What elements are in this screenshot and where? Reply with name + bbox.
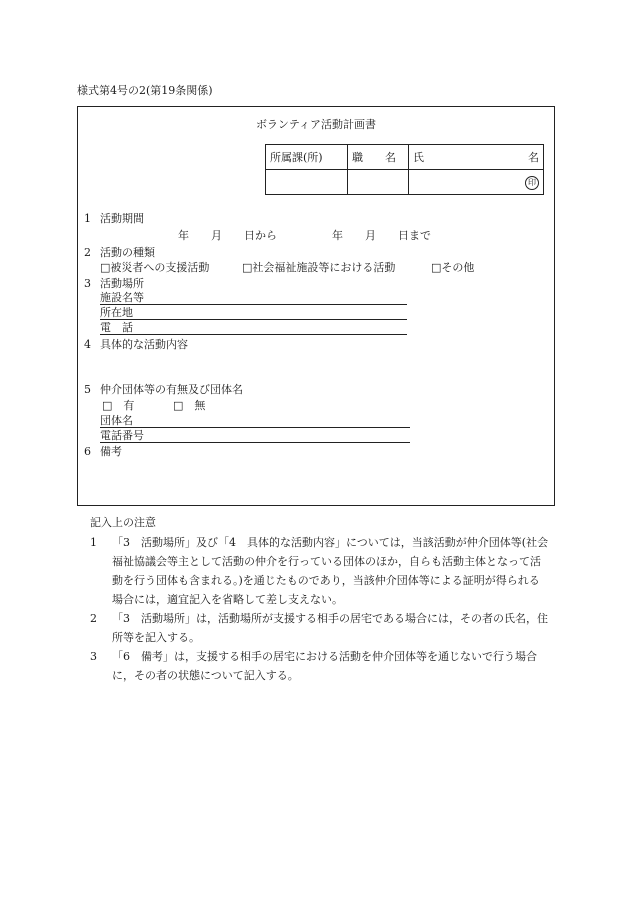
- dept-header: 所属課(所): [266, 145, 348, 170]
- note-text: 「3 活動場所」及び「4 具体的な活動内容」については，当該活動が仲介団体等(社会福祉協議会等主として活動の仲介を行っている団体のほか，自らも活動主体となって活動を行う団体も含まれる。)を通じたものであり，当該仲介団体等による証明が得られる場合には，適宜記入を省略して差し支えない。: [112, 536, 549, 606]
- dept-cell[interactable]: [266, 170, 348, 195]
- address-label: 所在地: [100, 306, 133, 319]
- checkbox-no[interactable]: □ 無: [173, 399, 206, 412]
- facility-name-label: 施設名等: [100, 291, 144, 304]
- section-4-num: 4: [84, 338, 91, 351]
- section-6-num: 6: [84, 445, 91, 458]
- note-num: 1: [90, 536, 97, 549]
- facility-name-line[interactable]: [100, 304, 407, 305]
- section-1-label: 活動期間: [100, 212, 144, 225]
- note-text: 「6 備考」は，支援する相手の居宅における活動を仲介団体等を通じないで行う場合に，その者の状態について記入する。: [112, 650, 537, 682]
- org-name-line[interactable]: [100, 427, 410, 428]
- org-phone-label: 電話番号: [100, 429, 144, 442]
- name-header: [409, 145, 544, 170]
- org-phone-line[interactable]: [100, 442, 410, 443]
- period-line[interactable]: 年 月 日から 年 月 日まで: [178, 229, 431, 242]
- section-3-num: 3: [84, 277, 91, 290]
- section-4-label: 具体的な活動内容: [100, 338, 188, 351]
- checkbox-other[interactable]: □その他: [431, 261, 475, 274]
- note-item-2: [90, 609, 550, 647]
- signature-table: [265, 144, 544, 195]
- form-title: ボランティア活動計画書: [255, 118, 377, 131]
- checkbox-disaster-support[interactable]: □被災者への支援活動: [100, 261, 210, 274]
- note-num: 2: [90, 612, 97, 625]
- notes-heading: 記入上の注意: [90, 516, 156, 529]
- section-5-label: 仲介団体等の有無及び団体名: [100, 383, 243, 396]
- checkbox-welfare-facility[interactable]: □社会福祉施設等における活動: [242, 261, 396, 274]
- org-name-label: 団体名: [100, 414, 133, 427]
- section-2-label: 活動の種類: [100, 246, 155, 259]
- note-num: 3: [90, 650, 97, 663]
- form-code: 様式第4号の2(第19条関係): [77, 84, 213, 97]
- section-2-num: 2: [84, 246, 91, 259]
- section-6-label: 備考: [100, 445, 122, 458]
- note-item-1: [90, 533, 550, 609]
- position-cell[interactable]: [348, 170, 409, 195]
- note-text: 「3 活動場所」は，活動場所が支援する相手の居宅である場合には，その者の氏名，住所等を記入する。: [112, 612, 548, 644]
- name-cell[interactable]: [409, 170, 544, 195]
- section-3-label: 活動場所: [100, 277, 144, 290]
- phone-line[interactable]: [100, 334, 407, 335]
- note-item-3: [90, 647, 550, 685]
- seal-icon: 印: [525, 176, 539, 190]
- position-header: 職 名: [348, 145, 409, 170]
- section-1-num: 1: [84, 212, 91, 225]
- section-5-num: 5: [84, 383, 91, 396]
- phone-label: 電 話: [100, 321, 133, 334]
- name-header-right: 名: [528, 151, 539, 164]
- address-line[interactable]: [100, 319, 407, 320]
- name-header-left: 氏: [413, 151, 424, 164]
- checkbox-yes[interactable]: □ 有: [102, 399, 135, 412]
